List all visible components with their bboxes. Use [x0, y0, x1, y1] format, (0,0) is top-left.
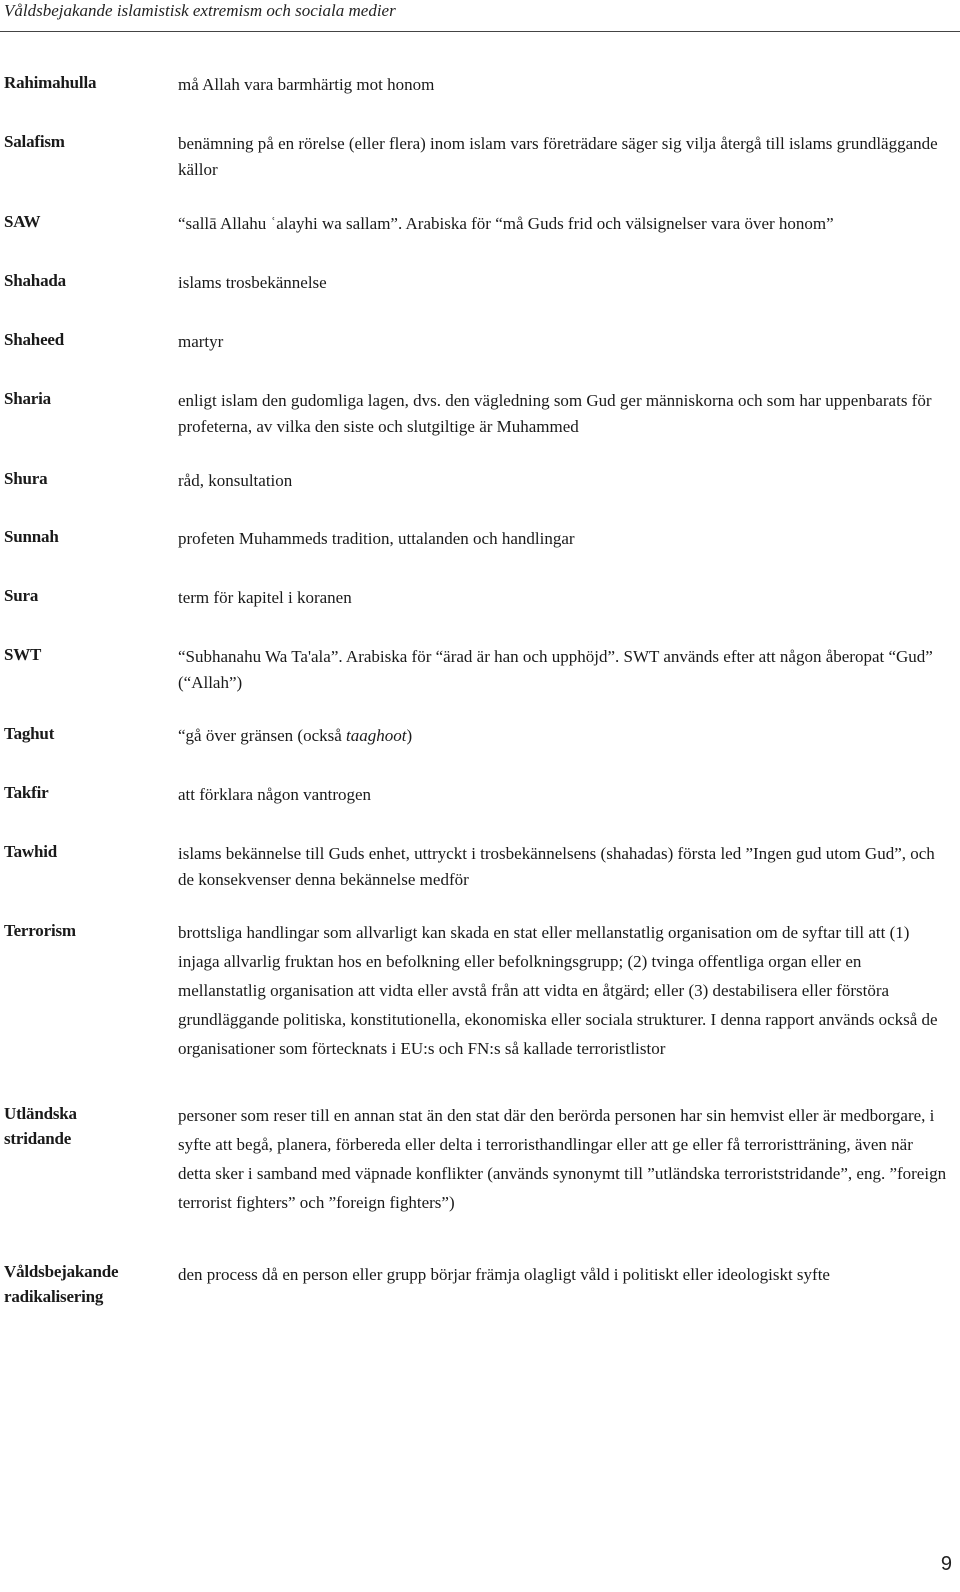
definition-text: “gå över gränsen (också — [178, 726, 347, 745]
glossary-term: SAW — [4, 212, 41, 231]
glossary-definition: må Allah vara barmhärtig mot honom — [178, 75, 435, 94]
glossary-definition: råd, konsultation — [178, 471, 293, 490]
glossary-definition: enligt islam den gudomliga lagen, dvs. den vägledning som Gud ger människorna och som har uppenbarats för profeterna, av vilka den siste och slutgiltige är Muhammed — [178, 391, 932, 436]
glossary-term: Shura — [4, 469, 48, 488]
glossary-term: Takfir — [4, 783, 49, 802]
glossary-term: Shaheed — [4, 330, 65, 349]
glossary-term: Salafism — [4, 132, 65, 151]
document-title: Våldsbejakande islamistisk extremism och sociala medier — [4, 1, 396, 20]
glossary-term: Shahada — [4, 271, 66, 290]
page-number: 9 — [940, 1553, 952, 1575]
header-divider — [0, 31, 960, 32]
glossary-term: Terrorism — [4, 921, 76, 940]
glossary-definition: brottsliga handlingar som allvarligt kan skada en stat eller mellanstatlig organisation om de syftar till att (1) injaga allvarlig fruktan hos en befolkning eller befolkningsgrupp; (2) tvinga offentliga organ eller en mellanstatlig organisation att vidta eller avstå från att vidta en åtgärd; eller (3) destabilisera eller förstöra grundläggande politiska, konstitutionella, ekonomiska eller sociala strukturer. I denna rapport används också de organisationer som förtecknats i EU:s och FN:s så kallade terroristlistor — [178, 923, 938, 1058]
glossary-definition: den process då en person eller grupp börjar främja olagligt våld i politiskt eller ideologiskt syfte — [178, 1265, 830, 1284]
glossary-term: SWT — [4, 645, 42, 664]
glossary-term: Rahimahulla — [4, 73, 97, 92]
glossary-term: Sura — [4, 586, 39, 605]
glossary-definition — [178, 723, 948, 749]
glossary-definition: islams trosbekännelse — [178, 273, 327, 292]
glossary-term: Våldsbejakande radikalisering — [4, 1262, 119, 1306]
glossary-definition: benämning på en rörelse (eller flera) inom islam vars företrädare säger sig vilja återgå till islams grundläggande källor — [178, 134, 938, 179]
glossary-definition: term för kapitel i koranen — [178, 588, 352, 607]
glossary-term: Sunnah — [4, 527, 59, 546]
glossary-term: Taghut — [4, 724, 55, 743]
glossary-definition: profeten Muhammeds tradition, uttalanden och handlingar — [178, 529, 575, 548]
glossary-definition: att förklara någon vantrogen — [178, 785, 372, 804]
glossary-definition: personer som reser till en annan stat än den stat där den berörda personen har sin hemvist eller är medborgare, i syfte att begå, planera, förbereda eller delta i terroristhandlingar eller att ge eller få terroristträning, även när detta sker i samband med väpnade konflikter (används synonymt till ”utländska terroriststridande”, eng. ”foreign terrorist fighters” och ”foreign fighters”) — [178, 1106, 947, 1212]
glossary-definition: “sallā Allahu ʿalayhi wa sallam”. Arabiska för “må Guds frid och välsignelser vara över honom” — [178, 214, 834, 233]
glossary-definition: martyr — [178, 332, 224, 351]
glossary-definition: “Subhanahu Wa Ta'ala”. Arabiska för “ärad är han och upphöjd”. SWT används efter att någon åberopat “Gud” (“Allah”) — [178, 647, 933, 692]
definition-emphasis: taaghoot — [346, 726, 407, 745]
definition-text: ) — [406, 726, 413, 745]
glossary-term: Tawhid — [4, 842, 57, 861]
glossary-definition: islams bekännelse till Guds enhet, uttryckt i trosbekännelsens (shahadas) första led ”Ingen gud utom Gud”, och de konsekvenser denna bekännelse medför — [178, 844, 935, 889]
glossary-term: Utländska stridande — [4, 1104, 77, 1148]
glossary-term: Sharia — [4, 389, 51, 408]
